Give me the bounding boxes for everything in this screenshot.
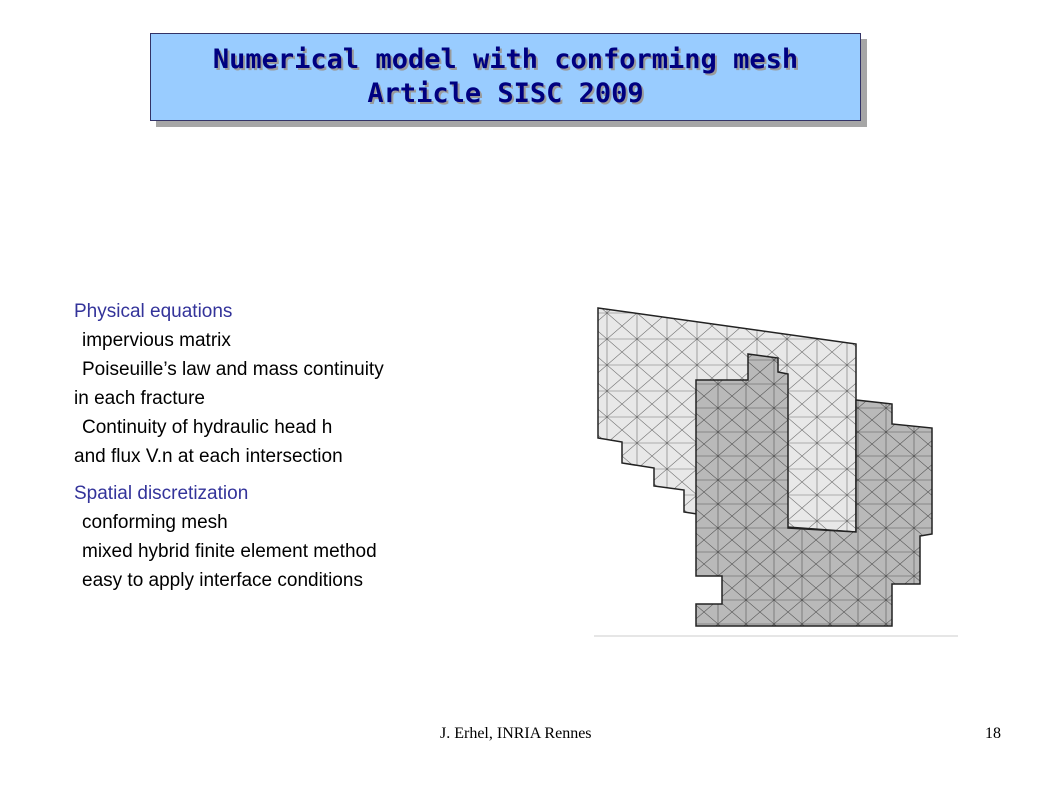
section-heading: Spatial discretization <box>74 483 249 504</box>
slide-body-text <box>74 297 494 603</box>
page-number: 18 <box>985 725 1001 742</box>
section-heading: Physical equations <box>74 301 233 322</box>
bullet-line: Poiseuille’s law and mass continuity <box>82 359 384 380</box>
bullet-line: Continuity of hydraulic head h <box>82 417 333 438</box>
slide-title-line-1: Numerical model with conforming mesh <box>212 44 799 75</box>
bullet-line: in each fracture <box>74 388 205 409</box>
section-physical-equations <box>74 297 494 471</box>
bullet-line: impervious matrix <box>82 330 231 351</box>
bullet-line: easy to apply interface conditions <box>82 570 363 591</box>
section-spatial-discretization <box>74 479 494 595</box>
bullet-line: conforming mesh <box>82 512 228 533</box>
slide-title-box <box>150 33 861 121</box>
bullet-line: mixed hybrid finite element method <box>82 541 377 562</box>
footer-author: J. Erhel, INRIA Rennes <box>440 725 592 742</box>
conforming-mesh-figure <box>592 300 962 640</box>
slide-title-line-2: Article SISC 2009 <box>367 78 644 109</box>
bullet-line: and flux V.n at each intersection <box>74 446 343 467</box>
